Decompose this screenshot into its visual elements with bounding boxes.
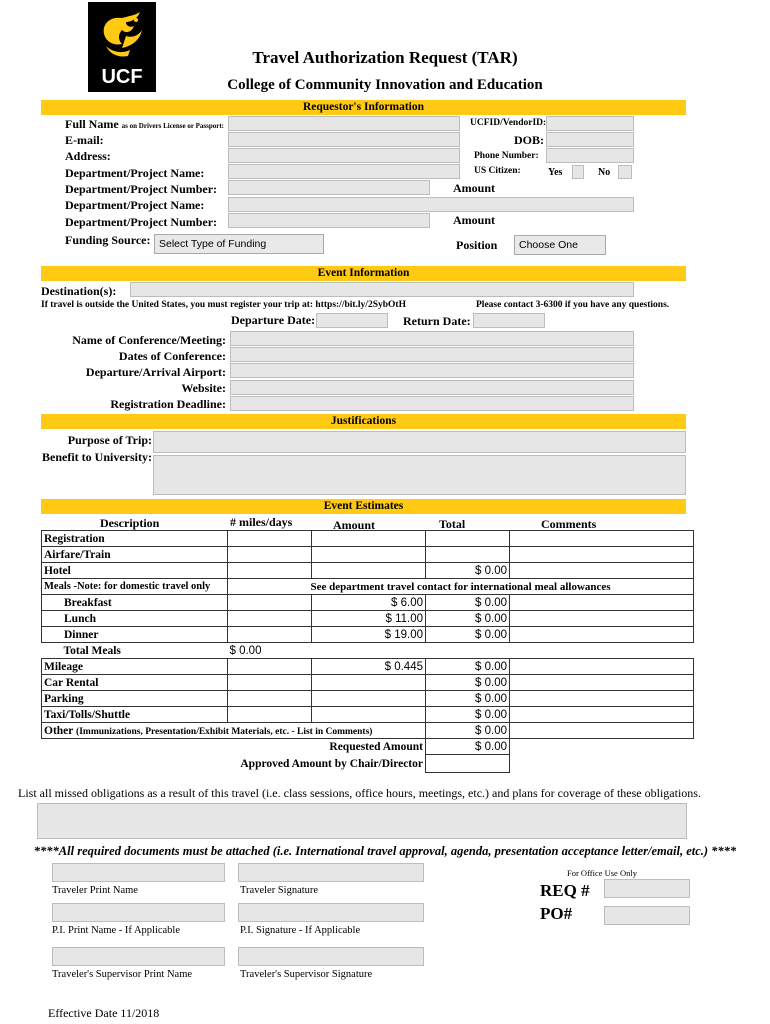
amount-cell[interactable] bbox=[312, 675, 426, 691]
page-subtitle: College of Community Innovation and Education bbox=[227, 77, 543, 93]
logo-text: UCF bbox=[101, 66, 143, 88]
table-row bbox=[42, 627, 694, 643]
row-label: Meals -Note: for domestic travel only bbox=[42, 579, 228, 595]
pi-signature-label: P.I. Signature - If Applicable bbox=[240, 925, 361, 936]
purpose-label: Purpose of Trip: bbox=[67, 433, 152, 447]
estimates-table bbox=[41, 530, 694, 773]
miles-cell[interactable] bbox=[228, 707, 312, 723]
total-cell: $ 0.00 bbox=[426, 691, 510, 707]
miles-cell[interactable] bbox=[228, 611, 312, 627]
funding-source-select[interactable]: Select Type of Funding bbox=[154, 234, 324, 254]
conference-name-label: Name of Conference/Meeting: bbox=[72, 333, 226, 347]
ucfid-input[interactable] bbox=[546, 116, 634, 131]
supervisor-print-input[interactable] bbox=[52, 947, 225, 966]
dept-number-label-2: Department/Project Number: bbox=[65, 215, 218, 229]
phone-input[interactable] bbox=[546, 148, 634, 163]
empty-cell bbox=[42, 739, 228, 755]
empty-cell bbox=[510, 643, 694, 659]
total-cell: $ 0.00 bbox=[426, 611, 510, 627]
dept-number-input-1[interactable] bbox=[228, 180, 430, 195]
total-cell: $ 0.00 bbox=[426, 707, 510, 723]
other-label: Other bbox=[44, 724, 74, 737]
required-docs-note: ****All required documents must be attached (i.e. International travel approval, agenda, presentation acceptance letter/email, etc.) **** bbox=[33, 844, 737, 858]
approved-amount-label: Approved Amount by Chair/Director bbox=[240, 757, 423, 770]
table-row bbox=[42, 611, 694, 627]
amount-cell: $ 0.445 bbox=[312, 659, 426, 675]
table-row bbox=[42, 531, 694, 547]
comments-cell[interactable] bbox=[510, 547, 694, 563]
col-miles-header: # miles/days bbox=[230, 515, 293, 529]
supervisor-print-label: Traveler's Supervisor Print Name bbox=[52, 969, 193, 980]
total-cell: $ 0.00 bbox=[426, 563, 510, 579]
miles-cell[interactable] bbox=[228, 675, 312, 691]
row-label: Total Meals bbox=[63, 644, 121, 657]
requestor-section-header: Requestor's Information bbox=[41, 100, 686, 115]
row-label: Dinner bbox=[42, 627, 228, 643]
airport-input[interactable] bbox=[230, 363, 634, 378]
traveler-signature-input[interactable] bbox=[238, 863, 424, 882]
table-row bbox=[42, 723, 694, 739]
amount-cell: $ 19.00 bbox=[312, 627, 426, 643]
benefit-label: Benefit to University: bbox=[42, 450, 152, 464]
office-use-label: For Office Use Only bbox=[567, 868, 637, 878]
col-total-header: Total bbox=[439, 517, 466, 531]
traveler-print-input[interactable] bbox=[52, 863, 225, 882]
estimates-section-header: Event Estimates bbox=[41, 499, 686, 514]
other-note: (Immunizations, Presentation/Exhibit Materials, etc. - List in Comments) bbox=[76, 726, 373, 737]
req-input[interactable] bbox=[604, 879, 690, 898]
full-name-label: Full Name as on Drivers License or Passport: bbox=[65, 117, 225, 131]
table-row bbox=[42, 675, 694, 691]
page-title: Travel Authorization Request (TAR) bbox=[252, 48, 518, 67]
col-comments-header: Comments bbox=[541, 517, 597, 531]
total-meals-value: $ 0.00 bbox=[229, 644, 262, 657]
table-row bbox=[42, 691, 694, 707]
ucfid-label: UCFID/VendorID: bbox=[470, 118, 547, 128]
supervisor-signature-input[interactable] bbox=[238, 947, 424, 966]
amount-label-1: Amount bbox=[453, 181, 496, 195]
row-label: Registration bbox=[42, 531, 228, 547]
registration-deadline-label: Registration Deadline: bbox=[110, 397, 226, 411]
miles-cell[interactable] bbox=[228, 659, 312, 675]
traveler-print-label: Traveler Print Name bbox=[52, 885, 138, 896]
table-row bbox=[42, 595, 694, 611]
dept-name-label-2: Department/Project Name: bbox=[65, 198, 205, 212]
us-citizen-label: US Citizen: bbox=[474, 166, 521, 176]
destination-input[interactable] bbox=[130, 282, 634, 297]
total-cell: $ 0.00 bbox=[426, 723, 510, 739]
full-name-note: as on Drivers License or Passport: bbox=[121, 122, 225, 130]
registration-deadline-input[interactable] bbox=[230, 396, 634, 411]
row-label: Breakfast bbox=[42, 595, 228, 611]
conference-dates-input[interactable] bbox=[230, 347, 634, 362]
total-cell: $ 0.00 bbox=[426, 595, 510, 611]
miles-cell[interactable] bbox=[228, 547, 312, 563]
empty-cell bbox=[510, 755, 694, 773]
row-label: Taxi/Tolls/Shuttle bbox=[42, 707, 228, 723]
email-input[interactable] bbox=[228, 132, 460, 147]
no-checkbox[interactable] bbox=[618, 165, 632, 179]
table-row bbox=[42, 659, 694, 675]
row-label: Mileage bbox=[42, 659, 228, 675]
comments-cell[interactable] bbox=[510, 723, 694, 739]
departure-date-input[interactable] bbox=[316, 313, 388, 328]
dob-label: DOB: bbox=[514, 133, 544, 147]
position-select[interactable]: Choose One bbox=[514, 235, 606, 255]
amount-cell[interactable] bbox=[312, 547, 426, 563]
comments-cell[interactable] bbox=[510, 531, 694, 547]
dept-name-input-2[interactable] bbox=[228, 197, 634, 212]
destination-label: Destination(s): bbox=[41, 284, 117, 298]
dob-input[interactable] bbox=[546, 132, 634, 147]
justifications-section-header: Justifications bbox=[41, 414, 686, 429]
comments-cell[interactable] bbox=[510, 707, 694, 723]
miles-cell[interactable] bbox=[228, 531, 312, 547]
table-row bbox=[42, 563, 694, 579]
address-label: Address: bbox=[65, 149, 111, 163]
comments-cell[interactable] bbox=[510, 627, 694, 643]
row-label: Airfare/Train bbox=[42, 547, 228, 563]
col-description-header: Description bbox=[100, 516, 160, 530]
return-date-input[interactable] bbox=[473, 313, 545, 328]
amount-cell[interactable] bbox=[312, 691, 426, 707]
table-row bbox=[42, 707, 694, 723]
yes-label: Yes bbox=[548, 167, 563, 178]
meals-intl-note: See department travel contact for international meal allowances bbox=[228, 579, 694, 595]
po-input[interactable] bbox=[604, 906, 690, 925]
airport-label: Departure/Arrival Airport: bbox=[85, 365, 226, 379]
return-date-label: Return Date: bbox=[403, 314, 471, 328]
empty-cell bbox=[510, 739, 694, 755]
supervisor-signature-label: Traveler's Supervisor Signature bbox=[240, 969, 373, 980]
total-cell: $ 0.00 bbox=[426, 627, 510, 643]
dept-name-input-1[interactable] bbox=[228, 164, 460, 179]
other-row-label bbox=[42, 723, 426, 739]
table-row bbox=[42, 643, 694, 659]
req-label: REQ # bbox=[540, 881, 590, 900]
pi-print-label: P.I. Print Name - If Applicable bbox=[52, 925, 181, 936]
comments-cell[interactable] bbox=[510, 563, 694, 579]
amount-cell[interactable] bbox=[312, 531, 426, 547]
website-label: Website: bbox=[181, 381, 226, 395]
dept-number-input-2[interactable] bbox=[228, 213, 430, 228]
no-label: No bbox=[598, 167, 611, 178]
po-label: PO# bbox=[540, 904, 573, 923]
row-label: Car Rental bbox=[42, 675, 228, 691]
dept-number-label-1: Department/Project Number: bbox=[65, 182, 218, 196]
obligations-input[interactable] bbox=[37, 803, 687, 839]
amount-label-2: Amount bbox=[453, 213, 496, 227]
event-section-header: Event Information bbox=[41, 266, 686, 281]
approved-amount-input[interactable] bbox=[426, 755, 510, 773]
pi-print-input[interactable] bbox=[52, 903, 225, 922]
requested-amount-total: $ 0.00 bbox=[426, 739, 510, 755]
pi-signature-input[interactable] bbox=[238, 903, 424, 922]
requested-amount-label: Requested Amount bbox=[329, 740, 423, 753]
departure-date-label: Departure Date: bbox=[231, 313, 316, 327]
amount-cell: $ 6.00 bbox=[312, 595, 426, 611]
miles-cell[interactable] bbox=[228, 691, 312, 707]
row-label: Lunch bbox=[42, 611, 228, 627]
empty-cell bbox=[426, 643, 510, 659]
total-cell: $ 0.00 bbox=[426, 675, 510, 691]
address-input[interactable] bbox=[228, 148, 460, 163]
purpose-input[interactable] bbox=[153, 431, 686, 453]
amount-cell[interactable] bbox=[312, 563, 426, 579]
outside-us-note: If travel is outside the United States, you must register your trip at: https://bit.ly/2SybOtH bbox=[41, 300, 406, 310]
table-row bbox=[42, 579, 694, 595]
benefit-input[interactable] bbox=[153, 455, 686, 495]
full-name-input[interactable] bbox=[228, 116, 460, 131]
comments-cell[interactable] bbox=[510, 659, 694, 675]
table-row bbox=[42, 547, 694, 563]
miles-cell[interactable] bbox=[228, 627, 312, 643]
total-cell: $ 0.00 bbox=[426, 659, 510, 675]
amount-cell[interactable] bbox=[312, 707, 426, 723]
conference-dates-label: Dates of Conference: bbox=[118, 349, 226, 363]
email-label: E-mail: bbox=[65, 133, 104, 147]
total-cell bbox=[426, 547, 510, 563]
funding-source-label: Funding Source: bbox=[65, 233, 151, 247]
traveler-signature-label: Traveler Signature bbox=[240, 885, 319, 896]
comments-cell[interactable] bbox=[510, 611, 694, 627]
position-label: Position bbox=[456, 238, 498, 252]
yes-checkbox[interactable] bbox=[572, 165, 584, 179]
row-label: Hotel bbox=[42, 563, 228, 579]
table-row bbox=[42, 739, 694, 755]
phone-label: Phone Number: bbox=[474, 151, 539, 161]
amount-cell: $ 11.00 bbox=[312, 611, 426, 627]
table-row bbox=[42, 755, 694, 773]
col-amount-header: Amount bbox=[333, 518, 376, 532]
dept-name-label-1: Department/Project Name: bbox=[65, 166, 205, 180]
total-cell bbox=[426, 531, 510, 547]
comments-cell[interactable] bbox=[510, 691, 694, 707]
comments-cell[interactable] bbox=[510, 675, 694, 691]
effective-date: Effective Date 11/2018 bbox=[48, 1006, 160, 1020]
miles-cell[interactable] bbox=[228, 563, 312, 579]
comments-cell[interactable] bbox=[510, 595, 694, 611]
miles-cell[interactable] bbox=[228, 595, 312, 611]
empty-cell bbox=[312, 643, 426, 659]
obligations-text: List all missed obligations as a result of this travel (i.e. class sessions, office hours, meetings, etc.) and plans for coverage of these obligations. bbox=[18, 786, 701, 800]
conference-name-input[interactable] bbox=[230, 331, 634, 346]
website-input[interactable] bbox=[230, 380, 634, 395]
row-label: Parking bbox=[42, 691, 228, 707]
contact-note: Please contact 3-6300 if you have any questions. bbox=[476, 300, 670, 310]
